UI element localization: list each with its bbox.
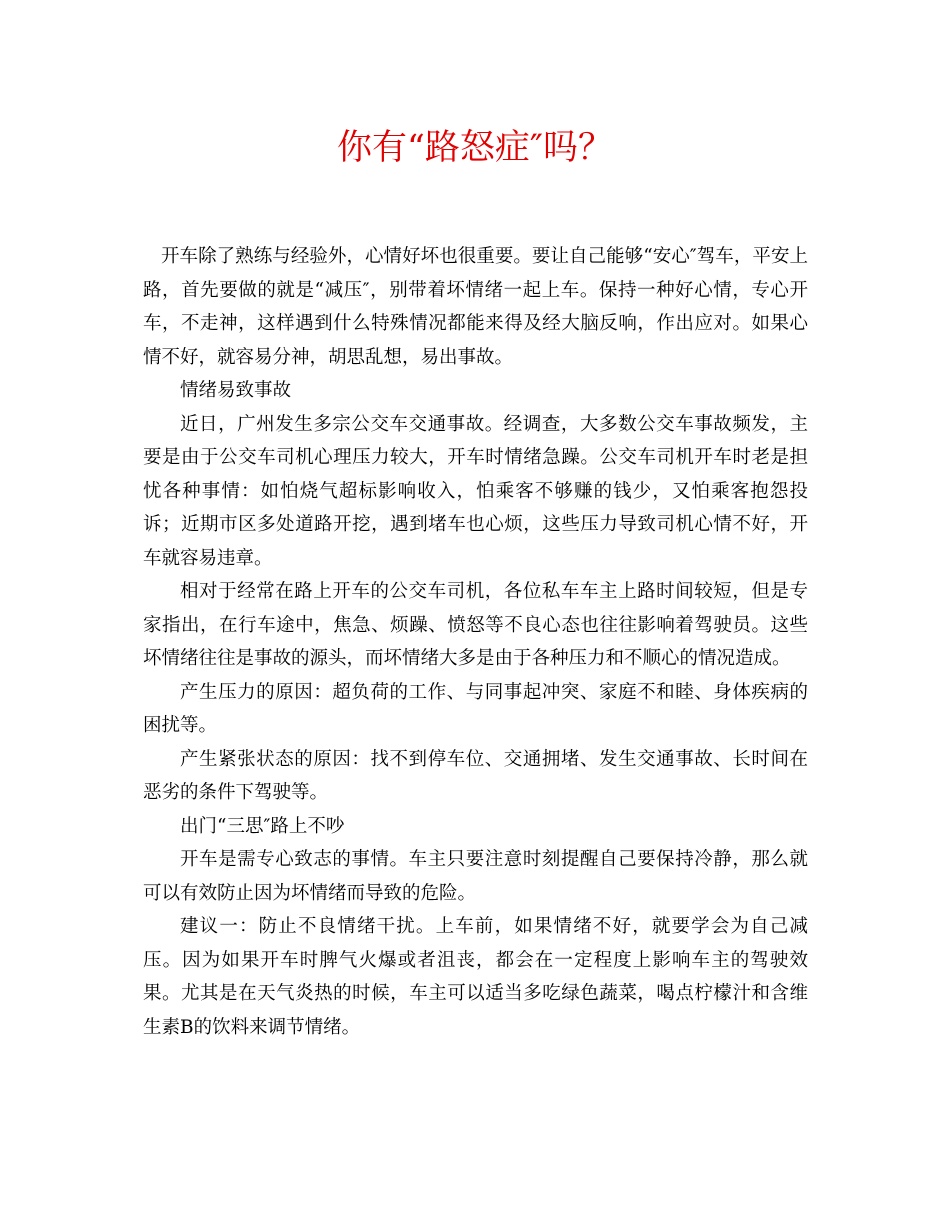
- paragraph-private-drivers: 相对于经常在路上开车的公交车司机，各位私车车主上路时间较短，但是专家指出，在行车途中，焦急、烦躁、愤怒等不良心态也往往影响着驾驶员。这些坏情绪往往是事故的源头，而坏情绪大多是由于各种压力和不顺心的情况造成。: [143, 581, 808, 669]
- section-heading-emotion-accidents: 情绪易致事故: [180, 380, 292, 401]
- paragraph-bus-accidents: 近日，广州发生多宗公交车交通事故。经调查，大多数公交车事故频发，主要是由于公交车司机心理压力较大，开车时情绪急躁。公交车司机开车时老是担忧各种事情：如怕烧气超标影响收入，怕乘客不够赚的钱少，又怕乘客抱怨投诉；近期市区多处道路开挖，遇到堵车也心烦，这些压力导致司机心情不好，开车就容易违章。: [143, 413, 808, 569]
- paragraph-tension-causes: 产生紧张状态的原因：找不到停车位、交通拥堵、发生交通事故、长时间在恶劣的条件下驾驶等。: [143, 748, 808, 803]
- paragraph-stress-causes: 产生压力的原因：超负荷的工作、与同事起冲突、家庭不和睦、身体疾病的困扰等。: [143, 681, 808, 736]
- intro-paragraph: 开车除了熟练与经验外，心情好坏也很重要。要让自己能够“安心″驾车，平安上路，首先要做的就是“减压″，别带着坏情绪一起上车。保持一种好心情，专心开车，不走神，这样遇到什么特殊情况都能来得及经大脑反响，作出应对。如果心情不好，就容易分神，胡思乱想，易出事故。: [143, 246, 808, 368]
- document-title: 你有“路怒症″吗？: [337, 128, 613, 168]
- article-body: [143, 240, 808, 1044]
- paragraph-suggestion-one: 建议一：防止不良情绪干扰。上车前，如果情绪不好，就要学会为自己减压。因为如果开车时脾气火爆或者沮丧，都会在一定程度上影响车主的驾驶效果。尤其是在天气炎热的时候，车主可以适当多吃绿色蔬菜，喝点柠檬汁和含维生素B的饮料来调节情绪。: [143, 916, 808, 1038]
- paragraph-stay-calm: 开车是需专心致志的事情。车主只要注意时刻提醒自己要保持冷静，那么就可以有效防止因为坏情绪而导致的危险。: [143, 849, 808, 904]
- section-heading-think-thrice: 出门“三思″路上不吵: [180, 815, 345, 837]
